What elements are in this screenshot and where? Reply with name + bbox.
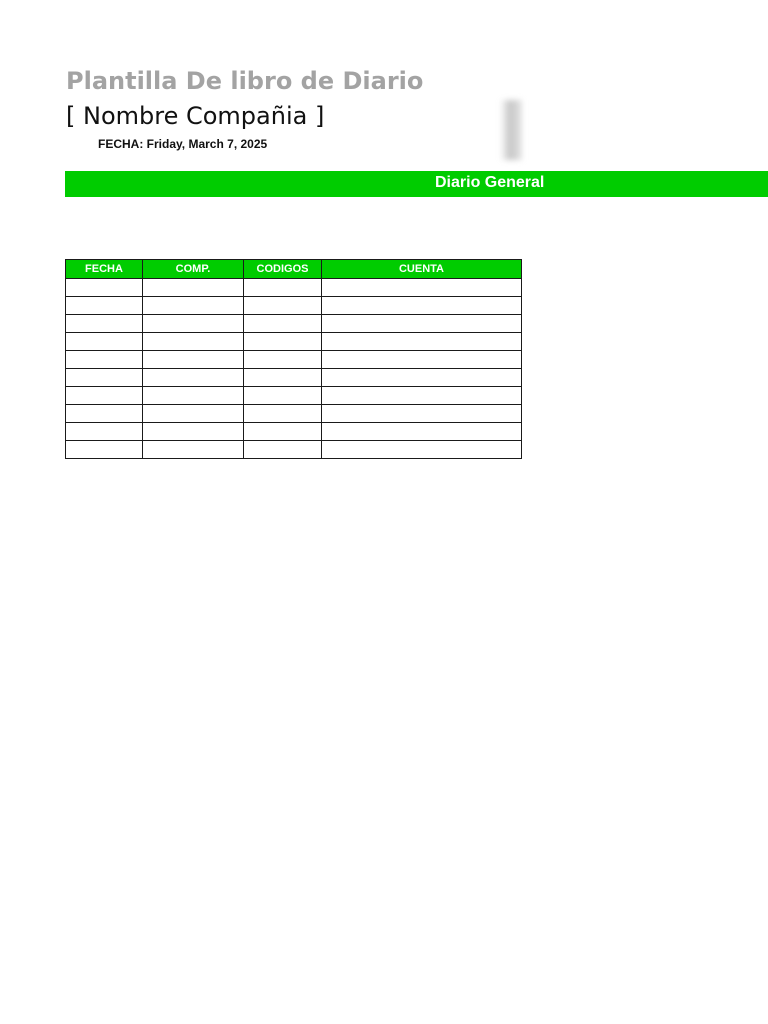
table-body — [66, 279, 522, 459]
table-row — [66, 279, 522, 297]
table-header-row — [66, 260, 522, 279]
decorative-shadow — [500, 100, 522, 160]
table-cell-comp[interactable] — [143, 387, 244, 405]
table-cell-codigos[interactable] — [244, 369, 322, 387]
table-cell-codigos[interactable] — [244, 279, 322, 297]
table-cell-codigos[interactable] — [244, 405, 322, 423]
table-cell-cuenta[interactable] — [322, 279, 522, 297]
table-cell-cuenta[interactable] — [322, 405, 522, 423]
table-cell-comp[interactable] — [143, 279, 244, 297]
table-cell-comp[interactable] — [143, 423, 244, 441]
table-row — [66, 369, 522, 387]
table-cell-cuenta[interactable] — [322, 351, 522, 369]
table-cell-comp[interactable] — [143, 351, 244, 369]
table-row — [66, 405, 522, 423]
table-cell-cuenta[interactable] — [322, 315, 522, 333]
table-cell-cuenta[interactable] — [322, 441, 522, 459]
table-cell-fecha[interactable] — [66, 279, 143, 297]
table-cell-fecha[interactable] — [66, 369, 143, 387]
table-cell-cuenta[interactable] — [322, 369, 522, 387]
date-label: FECHA: — [98, 137, 144, 151]
table-cell-codigos[interactable] — [244, 387, 322, 405]
table-cell-fecha[interactable] — [66, 441, 143, 459]
table-cell-fecha[interactable] — [66, 387, 143, 405]
table-cell-codigos[interactable] — [244, 423, 322, 441]
table-cell-cuenta[interactable] — [322, 333, 522, 351]
column-header-codigos: CODIGOS — [244, 260, 322, 279]
table-cell-fecha[interactable] — [66, 315, 143, 333]
table-cell-comp[interactable] — [143, 333, 244, 351]
table-cell-codigos[interactable] — [244, 351, 322, 369]
table-cell-fecha[interactable] — [66, 297, 143, 315]
table-cell-comp[interactable] — [143, 315, 244, 333]
table-row — [66, 423, 522, 441]
date-line — [98, 136, 267, 152]
table-cell-codigos[interactable] — [244, 333, 322, 351]
table-cell-fecha[interactable] — [66, 423, 143, 441]
table-cell-cuenta[interactable] — [322, 387, 522, 405]
table-row — [66, 441, 522, 459]
table-cell-fecha[interactable] — [66, 351, 143, 369]
table-row — [66, 333, 522, 351]
table-row — [66, 351, 522, 369]
table-cell-cuenta[interactable] — [322, 297, 522, 315]
table-cell-fecha[interactable] — [66, 333, 143, 351]
company-name-placeholder[interactable]: [ Nombre Compañia ] — [66, 102, 325, 130]
table-row — [66, 297, 522, 315]
table-cell-comp[interactable] — [143, 405, 244, 423]
table-cell-comp[interactable] — [143, 297, 244, 315]
date-value[interactable]: Friday, March 7, 2025 — [146, 137, 268, 151]
table-cell-fecha[interactable] — [66, 405, 143, 423]
table-cell-comp[interactable] — [143, 369, 244, 387]
table-cell-codigos[interactable] — [244, 441, 322, 459]
table-cell-comp[interactable] — [143, 441, 244, 459]
table-row — [66, 315, 522, 333]
column-header-comp: COMP. — [143, 260, 244, 279]
banner-title: Diario General — [435, 174, 545, 191]
template-title: Plantilla De libro de Diario — [66, 67, 424, 95]
column-header-cuenta: CUENTA — [322, 260, 522, 279]
column-header-fecha: FECHA — [66, 260, 143, 279]
table-cell-codigos[interactable] — [244, 315, 322, 333]
journal-table — [65, 259, 522, 459]
table-row — [66, 387, 522, 405]
table-cell-cuenta[interactable] — [322, 423, 522, 441]
section-banner — [65, 171, 768, 197]
table-cell-codigos[interactable] — [244, 297, 322, 315]
